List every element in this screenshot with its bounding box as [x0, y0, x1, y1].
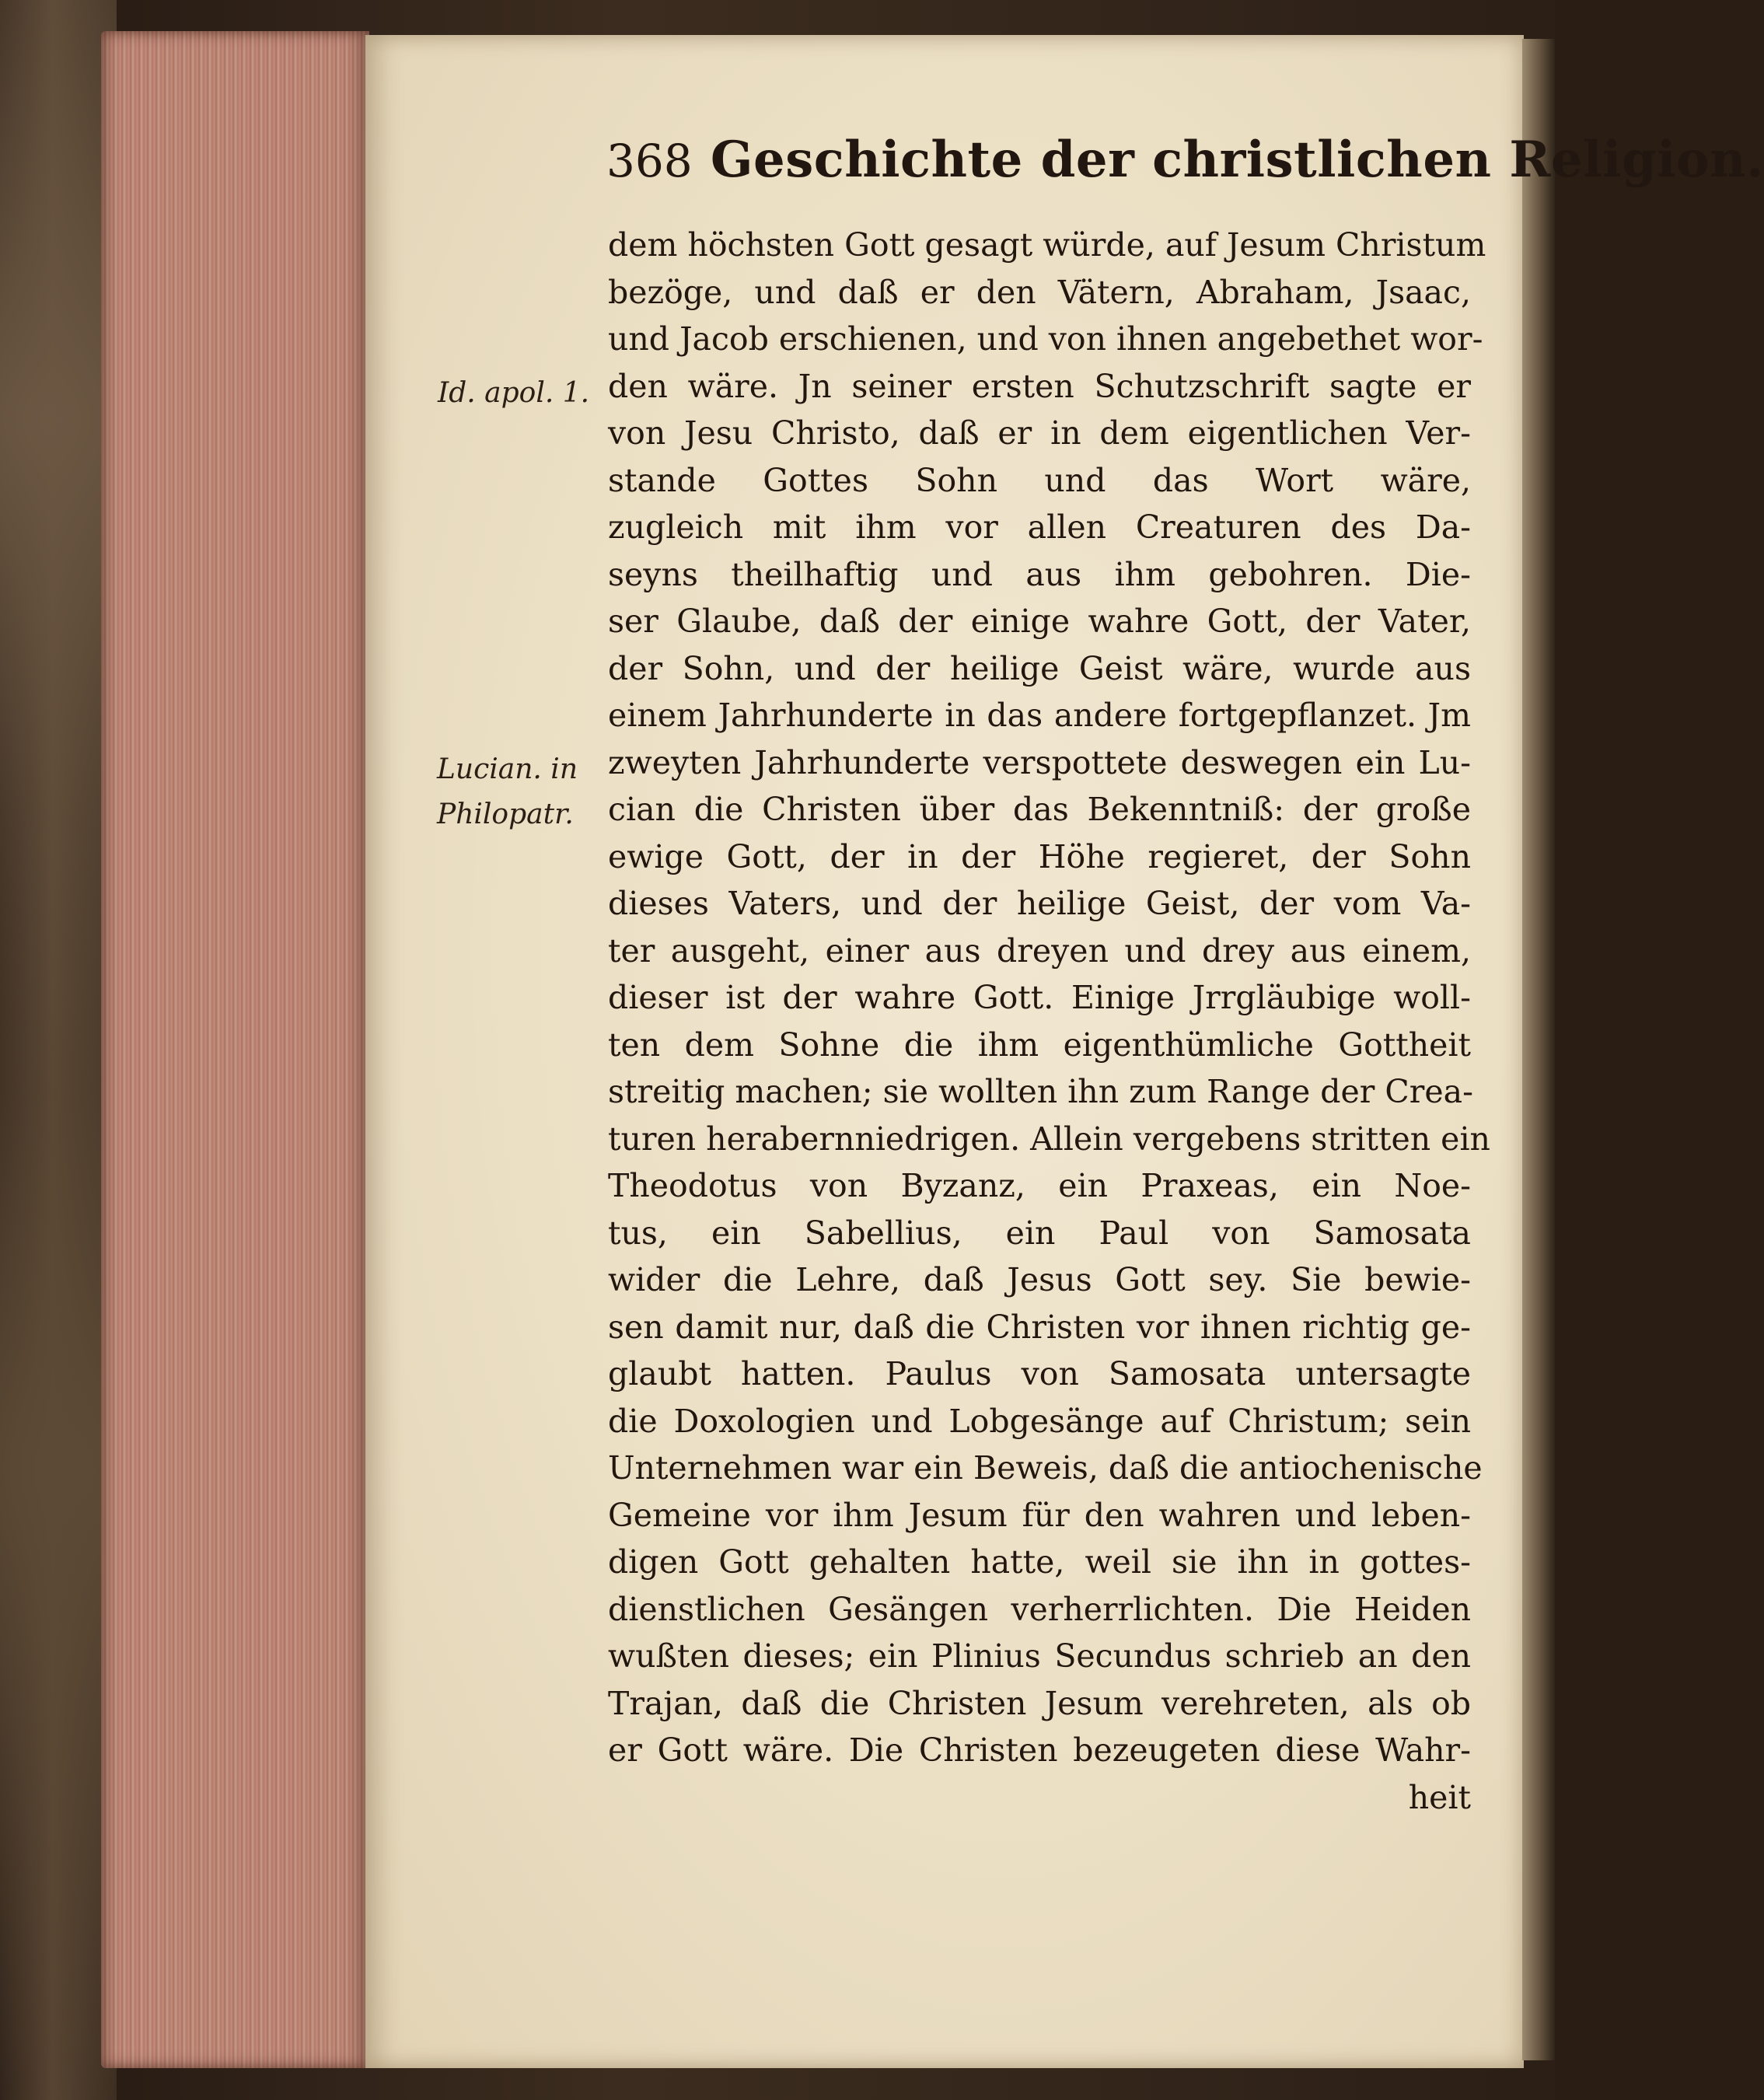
main-text-block	[608, 222, 1490, 1821]
text-line: ewige Gott, der in der Höhe regieret, der Sohn	[608, 837, 1471, 875]
text-line: zweyten Jahrhunderte verspottete deswegen ein Lu-	[608, 743, 1471, 781]
text-line: cian die Christen über das Bekenntniß: der große	[608, 791, 1471, 828]
text-line: den wäre. Jn seiner ersten Schutzschrift sagte er	[608, 367, 1471, 405]
text-line: zugleich mit ihm vor allen Creaturen des Da-	[608, 508, 1471, 546]
text-line: von Jesu Christo, daß er in dem eigentlichen Ver-	[608, 414, 1471, 452]
text-line: seyns theilhaftig und aus ihm gebohren. Die-	[608, 555, 1471, 593]
page-number: 368	[606, 135, 693, 187]
text-line: wußten dieses; ein Plinius Secundus schrieb an den	[608, 1637, 1471, 1675]
text-line: Gemeine vor ihm Jesum für den wahren und leben-	[608, 1496, 1471, 1534]
text-line: digen Gott gehalten hatte, weil sie ihn in gottes-	[608, 1543, 1471, 1581]
text-line: ser Glaube, daß der einige wahre Gott, der Vater,	[608, 603, 1471, 640]
text-line: glaubt hatten. Paulus von Samosata untersagte	[608, 1355, 1471, 1392]
text-line: er Gott wäre. Die Christen bezeugeten diese Wahr-	[608, 1731, 1471, 1769]
text-line: der Sohn, und der heilige Geist wäre, wurde aus	[608, 649, 1471, 687]
book-cover-edge	[0, 0, 117, 2100]
text-line: sen damit nur, daß die Christen vor ihnen richtig ge-	[608, 1308, 1471, 1346]
marginal-note: Philopatr.	[437, 798, 574, 830]
catchword: heit	[1408, 1778, 1471, 1816]
running-title: Geschichte der christlichen Religion.	[710, 131, 1764, 189]
facing-page-edge	[1522, 39, 1555, 2060]
text-line: tus, ein Sabellius, ein Paul von Samosata	[608, 1214, 1471, 1252]
page-header	[606, 131, 1764, 201]
marginal-note: Id. apol. 1.	[438, 377, 590, 409]
text-line: Theodotus von Byzanz, ein Praxeas, ein Noe-	[608, 1167, 1471, 1204]
text-line: einem Jahrhunderte in das andere fortgepflanzet. Jm	[608, 697, 1471, 734]
text-line: dieser ist der wahre Gott. Einige Jrrgläubige woll-	[608, 979, 1471, 1016]
text-line: stande Gottes Sohn und das Wort wäre,	[608, 461, 1471, 499]
text-line: ter ausgeht, einer aus dreyen und drey aus einem,	[608, 931, 1471, 970]
text-line: und Jacob erschienen, und von ihnen angebethet wor-	[608, 320, 1483, 358]
text-line: die Doxologien und Lobgesänge auf Christum; sein	[608, 1402, 1471, 1440]
text-line: Trajan, daß die Christen Jesum verehreten, als ob	[608, 1684, 1471, 1722]
text-line: wider die Lehre, daß Jesus Gott sey. Sie bewie-	[608, 1261, 1471, 1298]
text-line: bezöge, und daß er den Vätern, Abraham, Jsaac,	[608, 273, 1471, 311]
text-line: dienstlichen Gesängen verherrlichten. Die Heiden	[608, 1590, 1471, 1628]
text-line: dem höchsten Gott gesagt würde, auf Jesum Christum	[608, 226, 1486, 264]
page-block-edge	[101, 31, 369, 2068]
text-line: streitig machen; sie wollten ihn zum Range der Crea-	[608, 1073, 1473, 1110]
text-line: ten dem Sohne die ihm eigenthümliche Gottheit	[608, 1026, 1471, 1064]
text-line: turen herabernniedrigen. Allein vergebens stritten ein	[608, 1120, 1490, 1158]
text-line: Unternehmen war ein Beweis, daß die antiochenische	[608, 1449, 1483, 1487]
marginal-note: Lucian. in	[437, 753, 578, 785]
text-line: dieses Vaters, und der heilige Geist, der vom Va-	[608, 885, 1471, 922]
